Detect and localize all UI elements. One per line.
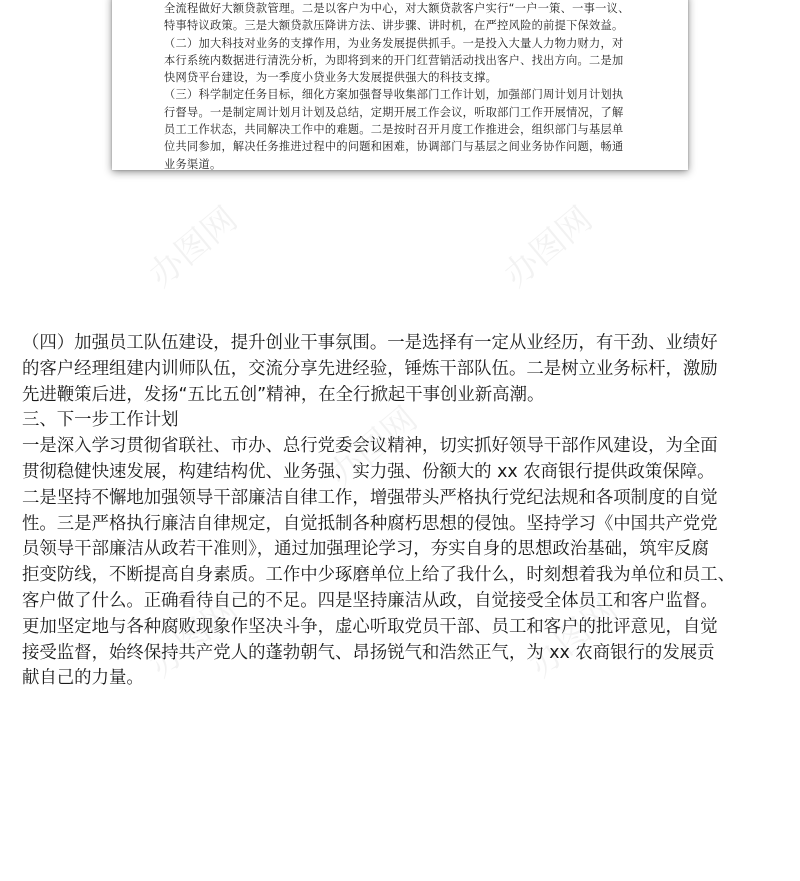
doc-line: 行督导。一是制定周计划月计划及总结，定期开展工作会议，听取部门工作开展情况，了解 [164, 105, 624, 119]
doc-line: 本行系统内数据进行清洗分析，为即将到来的开门红营销活动找出客户、找出方向。二是加 [164, 53, 624, 67]
doc-line: 业务渠道。 [164, 157, 222, 170]
text-line: 的客户经理组建内训师队伍，交流分享先进经验，锤炼干部队伍。二是树立业务标杆，激励 [22, 358, 718, 379]
text-line: 一是深入学习贯彻省联社、市办、总行党委会议精神，切实抓好领导干部作风建设，为全面 [22, 436, 718, 457]
doc-line: 特事特议政策。三是大额贷款压降讲方法、讲步骤、讲时机，在严控风险的前提下保效益。 [164, 19, 624, 33]
text-line: （四）加强员工队伍建设，提升创业干事氛围。一是选择有一定从业经历，有干劲、业绩好 [22, 333, 718, 353]
document-preview-card [112, 0, 688, 170]
doc-line: （二）加大科技对业务的支撑作用，为业务发展提供抓手。一是投入大量人力物力财力，对 [164, 36, 624, 50]
doc-line: 员工工作状态，共同解决工作中的难题。二是按时召开月度工作推进会，组织部门与基层单 [164, 123, 624, 137]
text-line: 先进鞭策后进，发扬“五比五创”精神，在全行掀起干事创业新高潮。 [22, 384, 545, 405]
text-line: 接受监督，始终保持共产党人的蓬勃朝气、昂扬锐气和浩然正气，为 xx 农商银行的发展贡 [22, 642, 715, 663]
watermark: 办图网 [141, 199, 246, 296]
watermark: 办图网 [521, 589, 626, 686]
text-line: 献自己的力量。 [22, 668, 144, 689]
text-line: 员领导干部廉洁从政若干准则》，通过加强理论学习，夯实自身的思想政治基础，筑牢反腐 [22, 539, 709, 560]
watermark: 办图网 [141, 589, 246, 686]
text-line: 贯彻稳健快速发展，构建结构优、业务强、实力强、份额大的 xx 农商银行提供政策保障。 [22, 461, 715, 482]
section-heading: 三、下一步工作计划 [22, 410, 179, 431]
doc-line: 快网贷平台建设，为一季度小贷业务大发展提供强大的科技支撑。 [164, 71, 498, 85]
doc-line: 全流程做好大额贷款管理。二是以客户为中心，对大额贷款客户实行“一户一策、一事一议、 [164, 2, 630, 15]
watermark: 办图网 [496, 199, 601, 296]
watermark: 办图网 [321, 399, 426, 496]
doc-line: （三）科学制定任务目标，细化方案加强督导收集部门工作计划，加强部门周计划月计划执 [164, 88, 624, 102]
text-line: 更加坚定地与各种腐败现象作坚决斗争，虚心听取党员干部、员工和客户的批评意见，自觉 [22, 616, 718, 637]
text-line: 拒变防线，不断提高自身素质。工作中少琢磨单位上给了我什么，时刻想着我为单位和员工、 [22, 565, 736, 586]
text-line: 客户做了什么。正确看待自己的不足。四是坚持廉洁从政，自觉接受全体员工和客户监督。 [22, 590, 718, 611]
main-body-text [22, 331, 782, 692]
doc-line: 位共同参加，解决任务推进过程中的问题和困难，协调部门与基层之间业务协作问题，畅通 [164, 140, 624, 154]
text-line: 性。三是严格执行廉洁自律规定，自觉抵制各种腐朽思想的侵蚀。坚持学习《中国共产党党 [22, 513, 718, 534]
text-line: 二是坚持不懈地加强领导干部廉洁自律工作，增强带头严格执行党纪法规和各项制度的自觉 [22, 487, 718, 508]
